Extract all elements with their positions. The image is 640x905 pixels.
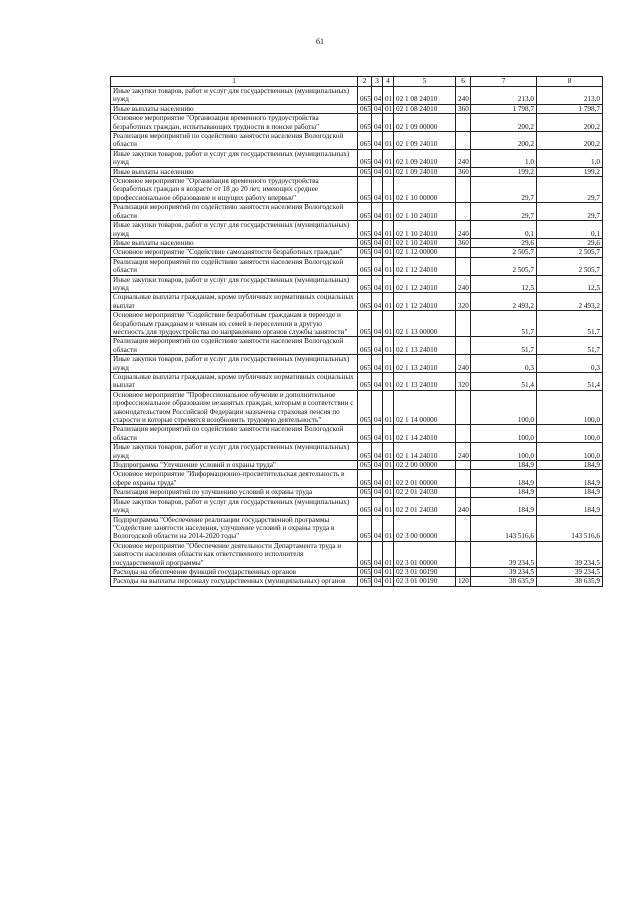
target-article-code: 02 1 08 24010	[394, 104, 456, 113]
column-header: 2	[358, 77, 372, 87]
amount-col7: 51,7	[471, 337, 537, 355]
admin-code: 065	[358, 114, 372, 132]
item-name: Социальные выплаты гражданам, кроме публичных нормативных социальных выплат	[111, 293, 358, 311]
expense-type-code: 240	[456, 443, 471, 461]
section-code: 04	[372, 149, 383, 167]
target-article-code: 02 1 09 24010	[394, 167, 456, 176]
amount-col7: 39 234,5	[471, 567, 537, 576]
amount-col8: 38 635,9	[537, 577, 603, 586]
target-article-code: 02 1 13 24010	[394, 373, 456, 391]
amount-col8: 29,6	[537, 238, 603, 247]
admin-code: 065	[358, 443, 372, 461]
table-row	[111, 221, 603, 239]
expense-type-code	[456, 567, 471, 576]
section-code: 04	[372, 390, 383, 425]
section-code: 04	[372, 87, 383, 105]
table-row	[111, 87, 603, 105]
amount-col8: 100,0	[537, 425, 603, 443]
section-code: 04	[372, 132, 383, 150]
subsection-code: 01	[383, 497, 394, 515]
expense-type-code: 240	[456, 149, 471, 167]
expense-type-code: 320	[456, 293, 471, 311]
expense-type-code	[456, 488, 471, 497]
item-name: Основное мероприятие "Организация временного трудоустройства безработных граждан в возрасте от 18 до 20 лет, имеющих среднее профессиональное образование и ищущих работу впервые"	[111, 177, 358, 203]
subsection-code: 01	[383, 443, 394, 461]
subsection-code: 01	[383, 541, 394, 567]
table-row	[111, 443, 603, 461]
target-article-code: 02 1 09 24010	[394, 132, 456, 150]
item-name: Реализация мероприятий по содействию занятости населения Вологодской области	[111, 132, 358, 150]
admin-code: 065	[358, 87, 372, 105]
target-article-code: 02 1 14 24010	[394, 443, 456, 461]
table-row	[111, 461, 603, 470]
amount-col8: 39 234,5	[537, 541, 603, 567]
subsection-code: 01	[383, 425, 394, 443]
item-name: Основное мероприятие "Обеспечение деятельности Департамента труда и занятости населения области как ответственного исполнителя государственной программы"	[111, 541, 358, 567]
amount-col8: 2 505,7	[537, 257, 603, 275]
section-code: 04	[372, 355, 383, 373]
item-name: Социальные выплаты гражданам, кроме публичных нормативных социальных выплат	[111, 373, 358, 391]
table-row	[111, 293, 603, 311]
target-article-code: 02 1 12 24010	[394, 257, 456, 275]
expense-type-code: 120	[456, 577, 471, 586]
column-header: 3	[372, 77, 383, 87]
admin-code: 065	[358, 355, 372, 373]
target-article-code: 02 2 01 24030	[394, 497, 456, 515]
expense-type-code	[456, 461, 471, 470]
section-code: 04	[372, 541, 383, 567]
table-row	[111, 425, 603, 443]
amount-col8: 143 516,6	[537, 515, 603, 541]
amount-col8: 2 493,2	[537, 293, 603, 311]
amount-col8: 184,9	[537, 497, 603, 515]
amount-col7: 51,7	[471, 311, 537, 337]
section-code: 04	[372, 567, 383, 576]
table-row	[111, 541, 603, 567]
section-code: 04	[372, 577, 383, 586]
subsection-code: 01	[383, 515, 394, 541]
admin-code: 065	[358, 390, 372, 425]
item-name: Основное мероприятие "Профессиональное обучение и дополнительное профессиональное образование незанятых граждан, которым в соответствии с законодательством Российской Федерации назначена страховая пенсия по старости и которые стремятся возобновить трудовую деятельность"	[111, 390, 358, 425]
table-row	[111, 515, 603, 541]
target-article-code: 02 1 09 24010	[394, 149, 456, 167]
subsection-code: 01	[383, 114, 394, 132]
target-article-code: 02 3 01 00190	[394, 567, 456, 576]
item-name: Иные выплаты населению	[111, 238, 358, 247]
expense-type-code	[456, 337, 471, 355]
subsection-code: 01	[383, 355, 394, 373]
target-article-code: 02 1 10 00000	[394, 177, 456, 203]
section-code: 04	[372, 177, 383, 203]
admin-code: 065	[358, 203, 372, 221]
admin-code: 065	[358, 238, 372, 247]
section-code: 04	[372, 373, 383, 391]
section-code: 04	[372, 167, 383, 176]
subsection-code: 01	[383, 132, 394, 150]
amount-col8: 100,0	[537, 390, 603, 425]
item-name: Иные закупки товаров, работ и услуг для государственных (муниципальных) нужд	[111, 497, 358, 515]
expense-type-code	[456, 248, 471, 257]
amount-col8: 1 798,7	[537, 104, 603, 113]
admin-code: 065	[358, 541, 372, 567]
target-article-code: 02 1 10 24010	[394, 221, 456, 239]
item-name: Реализация мероприятий по содействию занятости населения Вологодской области	[111, 257, 358, 275]
expense-type-code: 240	[456, 275, 471, 293]
table-row	[111, 132, 603, 150]
table-row	[111, 337, 603, 355]
section-code: 04	[372, 488, 383, 497]
table-header-row	[111, 77, 603, 87]
target-article-code: 02 1 14 00000	[394, 390, 456, 425]
target-article-code: 02 2 01 24030	[394, 488, 456, 497]
section-code: 04	[372, 311, 383, 337]
table-row	[111, 114, 603, 132]
expense-type-code: 240	[456, 221, 471, 239]
section-code: 04	[372, 497, 383, 515]
table-row	[111, 248, 603, 257]
amount-col8: 200,2	[537, 114, 603, 132]
amount-col8: 199,2	[537, 167, 603, 176]
subsection-code: 01	[383, 275, 394, 293]
amount-col7: 2 505,7	[471, 248, 537, 257]
amount-col7: 100,0	[471, 390, 537, 425]
target-article-code: 02 3 01 00000	[394, 541, 456, 567]
table-row	[111, 373, 603, 391]
item-name: Реализация мероприятий по содействию занятости населения Вологодской области	[111, 425, 358, 443]
target-article-code: 02 1 13 00000	[394, 311, 456, 337]
amount-col8: 1,0	[537, 149, 603, 167]
target-article-code: 02 3 00 00000	[394, 515, 456, 541]
amount-col7: 184,9	[471, 461, 537, 470]
table-row	[111, 149, 603, 167]
item-name: Реализация мероприятий по улучшению условий и охраны труда	[111, 488, 358, 497]
table-row	[111, 488, 603, 497]
subsection-code: 01	[383, 257, 394, 275]
amount-col7: 0,1	[471, 221, 537, 239]
section-code: 04	[372, 443, 383, 461]
item-name: Иные выплаты населению	[111, 167, 358, 176]
expense-type-code: 360	[456, 167, 471, 176]
table-row	[111, 177, 603, 203]
item-name: Расходы на выплаты персоналу государственных (муниципальных) органов	[111, 577, 358, 586]
admin-code: 065	[358, 275, 372, 293]
amount-col8: 184,9	[537, 488, 603, 497]
section-code: 04	[372, 293, 383, 311]
admin-code: 065	[358, 461, 372, 470]
item-name: Иные закупки товаров, работ и услуг для государственных (муниципальных) нужд	[111, 221, 358, 239]
admin-code: 065	[358, 425, 372, 443]
expense-type-code	[456, 311, 471, 337]
subsection-code: 01	[383, 248, 394, 257]
amount-col7: 1 798,7	[471, 104, 537, 113]
expense-type-code	[456, 515, 471, 541]
admin-code: 065	[358, 221, 372, 239]
target-article-code: 02 2 00 00000	[394, 461, 456, 470]
column-header: 6	[456, 77, 471, 87]
item-name: Основное мероприятие "Содействие безработным гражданам в переезде и безработным гражданам и членам их семей в переселении в другую местность для трудоустройства по направлению органов службы занятости"	[111, 311, 358, 337]
column-header: 7	[471, 77, 537, 87]
amount-col8: 29,7	[537, 177, 603, 203]
item-name: Иные закупки товаров, работ и услуг для государственных (муниципальных) нужд	[111, 355, 358, 373]
item-name: Реализация мероприятий по содействию занятости населения Вологодской области	[111, 203, 358, 221]
amount-col8: 184,9	[537, 470, 603, 488]
amount-col7: 0,3	[471, 355, 537, 373]
subsection-code: 01	[383, 167, 394, 176]
section-code: 04	[372, 257, 383, 275]
section-code: 04	[372, 275, 383, 293]
table-row	[111, 497, 603, 515]
admin-code: 065	[358, 337, 372, 355]
section-code: 04	[372, 104, 383, 113]
admin-code: 065	[358, 567, 372, 576]
column-header: 5	[394, 77, 456, 87]
amount-col8: 213,0	[537, 87, 603, 105]
admin-code: 065	[358, 373, 372, 391]
amount-col8: 51,7	[537, 311, 603, 337]
target-article-code: 02 1 12 00000	[394, 248, 456, 257]
table-row	[111, 355, 603, 373]
section-code: 04	[372, 515, 383, 541]
target-article-code: 02 1 08 24010	[394, 87, 456, 105]
admin-code: 065	[358, 488, 372, 497]
table-row	[111, 390, 603, 425]
table-row	[111, 311, 603, 337]
section-code: 04	[372, 238, 383, 247]
subsection-code: 01	[383, 470, 394, 488]
target-article-code: 02 1 14 24010	[394, 425, 456, 443]
amount-col8: 184,9	[537, 461, 603, 470]
expense-type-code: 360	[456, 104, 471, 113]
amount-col7: 1,0	[471, 149, 537, 167]
amount-col8: 100,0	[537, 443, 603, 461]
amount-col7: 143 516,6	[471, 515, 537, 541]
section-code: 04	[372, 470, 383, 488]
amount-col7: 51,4	[471, 373, 537, 391]
subsection-code: 01	[383, 221, 394, 239]
item-name: Основное мероприятие "Содействие самозанятости безработных граждан"	[111, 248, 358, 257]
amount-col7: 29,7	[471, 177, 537, 203]
subsection-code: 01	[383, 203, 394, 221]
table-row	[111, 104, 603, 113]
item-name: Подпрограмма "Обеспечение реализации государственной программы "Содействие занятости населения, улучшение условий и охраны труда в Вологодской области на 2014-2020 годы"	[111, 515, 358, 541]
amount-col7: 184,9	[471, 470, 537, 488]
table-row	[111, 203, 603, 221]
item-name: Иные закупки товаров, работ и услуг для государственных (муниципальных) нужд	[111, 149, 358, 167]
admin-code: 065	[358, 177, 372, 203]
expense-type-code	[456, 177, 471, 203]
amount-col7: 100,0	[471, 425, 537, 443]
expense-type-code	[456, 203, 471, 221]
amount-col7: 38 635,9	[471, 577, 537, 586]
expense-type-code	[456, 425, 471, 443]
admin-code: 065	[358, 132, 372, 150]
table-row	[111, 238, 603, 247]
amount-col7: 100,0	[471, 443, 537, 461]
amount-col8: 0,1	[537, 221, 603, 239]
subsection-code: 01	[383, 293, 394, 311]
table-row	[111, 470, 603, 488]
table-row	[111, 257, 603, 275]
section-code: 04	[372, 203, 383, 221]
amount-col8: 51,7	[537, 337, 603, 355]
amount-col8: 51,4	[537, 373, 603, 391]
subsection-code: 01	[383, 390, 394, 425]
expense-type-code	[456, 541, 471, 567]
target-article-code: 02 2 01 00000	[394, 470, 456, 488]
amount-col8: 39 234,5	[537, 567, 603, 576]
admin-code: 065	[358, 104, 372, 113]
column-header: 8	[537, 77, 603, 87]
amount-col7: 29,7	[471, 203, 537, 221]
item-name: Иные закупки товаров, работ и услуг для государственных (муниципальных) нужд	[111, 275, 358, 293]
subsection-code: 01	[383, 87, 394, 105]
target-article-code: 02 3 01 00190	[394, 577, 456, 586]
amount-col8: 12,5	[537, 275, 603, 293]
column-header: 1	[111, 77, 358, 87]
subsection-code: 01	[383, 577, 394, 586]
amount-col7: 200,2	[471, 114, 537, 132]
section-code: 04	[372, 114, 383, 132]
item-name: Расходы на обеспечение функций государственных органов	[111, 567, 358, 576]
section-code: 04	[372, 337, 383, 355]
admin-code: 065	[358, 293, 372, 311]
column-header: 4	[383, 77, 394, 87]
target-article-code: 02 1 10 24010	[394, 203, 456, 221]
item-name: Подпрограмма "Улучшение условий и охраны труда"	[111, 461, 358, 470]
admin-code: 065	[358, 470, 372, 488]
admin-code: 065	[358, 497, 372, 515]
expense-type-code: 360	[456, 238, 471, 247]
admin-code: 065	[358, 311, 372, 337]
expense-type-code	[456, 470, 471, 488]
target-article-code: 02 1 10 24010	[394, 238, 456, 247]
section-code: 04	[372, 248, 383, 257]
amount-col8: 200,2	[537, 132, 603, 150]
table-row	[111, 167, 603, 176]
amount-col8: 0,3	[537, 355, 603, 373]
expense-type-code	[456, 390, 471, 425]
admin-code: 065	[358, 577, 372, 586]
amount-col7: 2 493,2	[471, 293, 537, 311]
admin-code: 065	[358, 149, 372, 167]
section-code: 04	[372, 221, 383, 239]
admin-code: 065	[358, 248, 372, 257]
item-name: Основное мероприятие "Организация временного трудоустройства безработных граждан, испытывающих трудности в поиске работы"	[111, 114, 358, 132]
subsection-code: 01	[383, 373, 394, 391]
amount-col8: 2 505,7	[537, 248, 603, 257]
section-code: 04	[372, 425, 383, 443]
admin-code: 065	[358, 257, 372, 275]
subsection-code: 01	[383, 149, 394, 167]
item-name: Иные закупки товаров, работ и услуг для государственных (муниципальных) нужд	[111, 443, 358, 461]
table-row	[111, 577, 603, 586]
subsection-code: 01	[383, 177, 394, 203]
expense-type-code: 240	[456, 355, 471, 373]
admin-code: 065	[358, 515, 372, 541]
amount-col7: 213,0	[471, 87, 537, 105]
target-article-code: 02 1 12 24010	[394, 275, 456, 293]
expense-type-code: 240	[456, 87, 471, 105]
target-article-code: 02 1 13 24010	[394, 355, 456, 373]
table-row	[111, 567, 603, 576]
subsection-code: 01	[383, 238, 394, 247]
subsection-code: 01	[383, 311, 394, 337]
subsection-code: 01	[383, 104, 394, 113]
expense-type-code: 240	[456, 497, 471, 515]
amount-col7: 2 505,7	[471, 257, 537, 275]
subsection-code: 01	[383, 461, 394, 470]
subsection-code: 01	[383, 488, 394, 497]
budget-table	[110, 76, 603, 587]
item-name: Основное мероприятие "Информационно-просветительская деятельность в сфере охраны труда"	[111, 470, 358, 488]
item-name: Иные выплаты населению	[111, 104, 358, 113]
amount-col7: 184,9	[471, 488, 537, 497]
table-row	[111, 275, 603, 293]
page-number: 61	[316, 37, 324, 46]
amount-col8: 29,7	[537, 203, 603, 221]
item-name: Иные закупки товаров, работ и услуг для государственных (муниципальных) нужд	[111, 87, 358, 105]
subsection-code: 01	[383, 567, 394, 576]
target-article-code: 02 1 12 24010	[394, 293, 456, 311]
target-article-code: 02 1 09 00000	[394, 114, 456, 132]
amount-col7: 29,6	[471, 238, 537, 247]
expense-type-code	[456, 114, 471, 132]
amount-col7: 39 234,5	[471, 541, 537, 567]
subsection-code: 01	[383, 337, 394, 355]
item-name: Реализация мероприятий по содействию занятости населения Вологодской области	[111, 337, 358, 355]
amount-col7: 12,5	[471, 275, 537, 293]
expense-type-code	[456, 257, 471, 275]
amount-col7: 200,2	[471, 132, 537, 150]
expense-type-code	[456, 132, 471, 150]
amount-col7: 199,2	[471, 167, 537, 176]
amount-col7: 184,9	[471, 497, 537, 515]
expense-type-code: 320	[456, 373, 471, 391]
target-article-code: 02 1 13 24010	[394, 337, 456, 355]
admin-code: 065	[358, 167, 372, 176]
section-code: 04	[372, 461, 383, 470]
